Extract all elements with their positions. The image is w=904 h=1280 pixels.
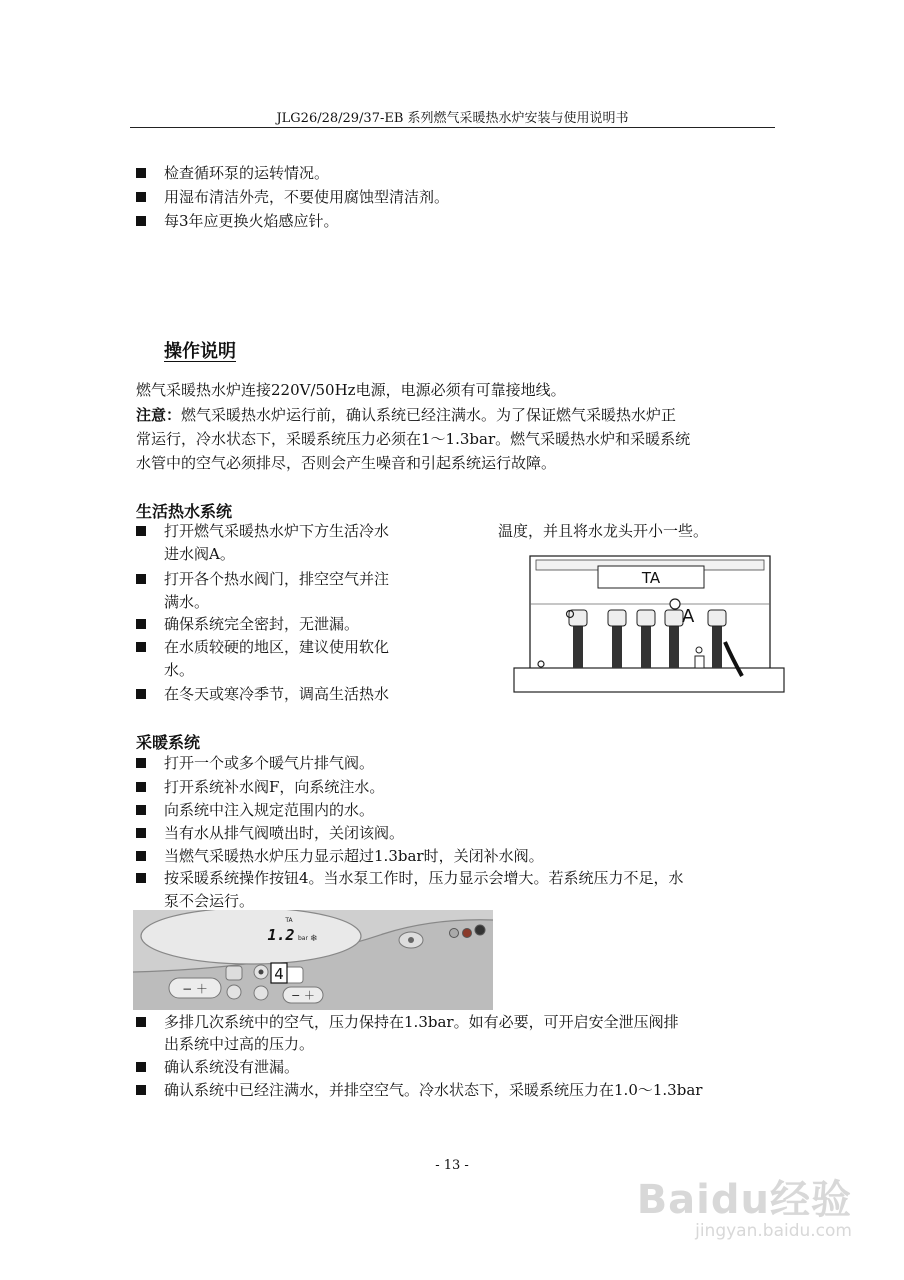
- note-line: 水管中的空气必须排尽，否则会产生噪音和引起系统运行故障。: [136, 454, 557, 472]
- continuation-text: 温度，并且将水龙头开小一些。: [498, 522, 709, 540]
- bullet-icon: [136, 782, 146, 792]
- pressure-display: 1.2: [267, 926, 295, 944]
- watermark: [637, 1168, 852, 1241]
- bullet-icon: [136, 689, 146, 699]
- panel-ta: TA: [285, 917, 293, 924]
- note-line: 常运行，冷水状态下，采暖系统压力必须在1～1.3bar。燃气采暖热水炉和采暖系统: [136, 430, 691, 448]
- boiler-connections-figure: [510, 546, 785, 696]
- svg-text:− ＋: − ＋: [291, 989, 315, 1002]
- document-header: JLG26/28/29/37-EB 系列燃气采暖热水炉安装与使用说明书: [276, 111, 629, 126]
- control-panel-figure: [133, 910, 493, 1010]
- watermark-logo: Baidu经验: [636, 1177, 852, 1223]
- pressure-unit: bar: [298, 935, 308, 942]
- bullet-icon: [136, 192, 146, 202]
- bullet-icon: [136, 828, 146, 838]
- bullet-icon: [136, 619, 146, 629]
- bullet-icon: [136, 805, 146, 815]
- page-number: - 13 -: [435, 1158, 469, 1173]
- bullet-icon: [136, 873, 146, 883]
- bullet-icon: [136, 851, 146, 861]
- bullet-icon: [136, 168, 146, 178]
- section-title: 操作说明: [164, 341, 236, 362]
- hot-water-title: 生活热水系统: [136, 502, 233, 521]
- ta-label: TA: [641, 569, 661, 587]
- bullet-icon: [136, 1017, 146, 1027]
- header-rule: [130, 127, 775, 128]
- heating-title: 采暖系统: [136, 733, 201, 752]
- watermark-url: jingyan.baidu.com: [695, 1221, 852, 1241]
- note-line: 注意：燃气采暖热水炉运行前，确认系统已经注满水。为了保证燃气采暖热水炉正: [136, 406, 677, 424]
- svg-text:− ＋: − ＋: [182, 982, 208, 996]
- intro-text: 燃气采暖热水炉连接220V/50Hz电源，电源必须有可靠接地线。: [136, 381, 566, 399]
- button-4-label: 4: [274, 965, 284, 983]
- bullet-icon: [136, 758, 146, 768]
- bullet-icon: [136, 574, 146, 584]
- note-label: 注意：: [136, 406, 182, 424]
- bullet-icon: [136, 1062, 146, 1072]
- bullet-icon: [136, 526, 146, 536]
- bullet-icon: [136, 216, 146, 226]
- bullet-icon: [136, 1085, 146, 1095]
- bullet-icon: [136, 642, 146, 652]
- svg-text:❄: ❄: [310, 934, 318, 944]
- valve-a-label: A: [682, 606, 695, 627]
